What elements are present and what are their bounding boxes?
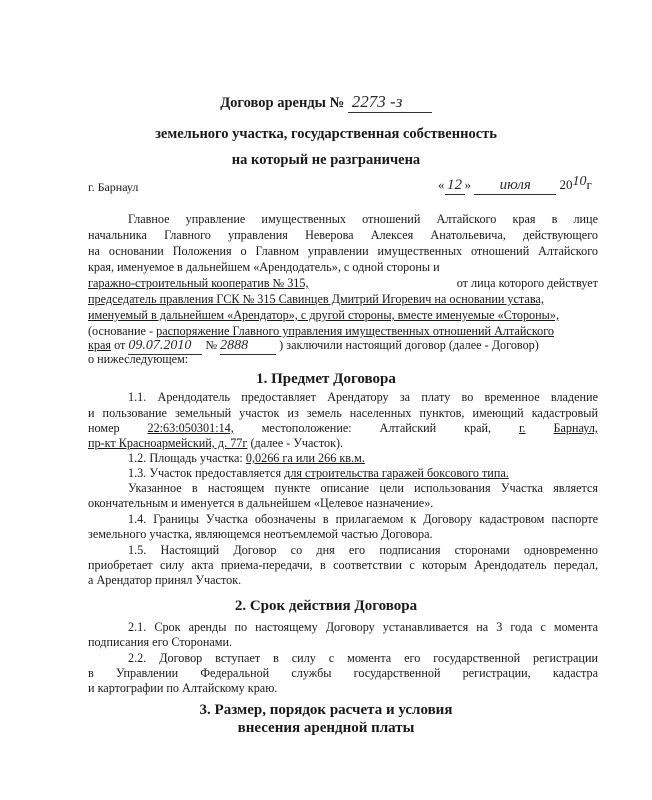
- location-city: Барнаул,: [553, 421, 598, 435]
- date-day: 12: [445, 177, 465, 195]
- clause-1-4-line-1: 1.4. Границы Участка обозначены в прилагаемом к Договору кадастровом паспорте: [128, 512, 598, 526]
- clause-1-1-line-3: [88, 421, 598, 436]
- basis-from: от: [114, 338, 126, 352]
- basis-order-end: края: [88, 338, 112, 352]
- clause-1-5-line-1: 1.5. Настоящий Договор со дня его подписания сторонами одновременно: [128, 543, 598, 557]
- plot-address-tail: (далее - Участок).: [250, 436, 344, 450]
- document-subtitle-1: земельного участка, государственная собственность: [155, 126, 497, 142]
- preamble-line-2: начальника Главного управления Неверова Алексея Анатольевича, действующего: [88, 228, 598, 242]
- section-3-heading-line-1: 3. Размер, порядок расчета и условия: [199, 702, 453, 718]
- document-subtitle-2: на который не разграничена: [231, 152, 421, 168]
- clause-1-4-line-2: земельного участка, являющемся неотъемлемой частью Договора.: [88, 527, 433, 541]
- cadastral-label: номер: [88, 421, 120, 435]
- contract-number-handwritten: 2273 -з: [348, 92, 432, 113]
- city: г. Барнаул: [88, 180, 139, 194]
- date-year-prefix: 20: [559, 177, 573, 192]
- preamble-line-7: именуемый в дальнейшем «Арендатор», с другой стороны, вместе именуемые «Стороны»,: [88, 308, 559, 322]
- location-region-type: край,: [464, 421, 492, 435]
- date-year-suffix: 10: [572, 174, 587, 189]
- clause-1-3-note-line-1: Указанное в настоящем пункте описание цели использования Участка является: [128, 481, 598, 495]
- clause-1-3-note-line-2: окончательным и именуется в дальнейшем «Целевое назначение».: [88, 496, 434, 510]
- order-number-sign: №: [205, 338, 218, 352]
- preamble-line-3: на основании Положения о Главном управлении имущественных отношений Алтайского: [88, 244, 598, 258]
- area-value: 0,0266 га или 266 кв.м.: [245, 451, 365, 465]
- clause-2-1-line-1: 2.1. Срок аренды по настоящему Договору устанавливается на 3 года с момента: [128, 620, 598, 634]
- preamble-line-5: [88, 276, 598, 291]
- area-label: 1.2. Площадь участка:: [128, 451, 243, 465]
- date-open-quote: «: [438, 177, 445, 192]
- clause-2-2-line-1: 2.2. Договор вступает в силу с момента его государственной регистрации: [128, 651, 598, 665]
- clause-1-2: [128, 451, 365, 466]
- section-3-heading-line-2: внесения арендной платы: [237, 720, 415, 736]
- tenant-name: гаражно-строительный кооператив № 315,: [88, 276, 309, 290]
- cadastral-number: 22:63:050301:14,: [147, 421, 234, 435]
- clause-1-5-line-2: приобретает силу акта приема-передачи, в соответствии с которым Арендодатель передал,: [88, 558, 598, 572]
- basis-order: распоряжение Главного управления имущественных отношений Алтайского: [156, 324, 555, 338]
- preamble-line-8: [88, 324, 554, 339]
- order-date-handwritten: 09.07.2010: [128, 338, 202, 355]
- clause-1-1-line-2: и пользование земельный участок из земель населенных пунктов, имеющий кадастровый: [88, 406, 598, 420]
- date-close-quote: »: [464, 177, 471, 192]
- location-city-prefix: г.: [518, 421, 526, 435]
- clause-1-5-line-3: а Арендатор принял Участок.: [88, 573, 242, 587]
- preamble-line-4: края, именуемое в дальнейшем «Арендодатель», с одной стороны и: [88, 260, 440, 274]
- preamble-line-1: Главное управление имущественных отношений Алтайского края в лице: [128, 212, 598, 226]
- basis-prefix: (основание -: [88, 324, 154, 338]
- title-prefix: Договор аренды №: [220, 95, 345, 111]
- section-1-heading: 1. Предмет Договора: [256, 371, 396, 387]
- purpose-label: 1.3. Участок предоставляется: [128, 466, 282, 480]
- preamble-line-9-tail: ) заключили настоящий договор (далее - Договор): [279, 338, 539, 352]
- purpose-value: для строительства гаражей боксового типа.: [284, 466, 509, 480]
- clause-2-1-line-2: подписания его Сторонами.: [88, 635, 233, 649]
- clause-1-3: [128, 466, 509, 481]
- plot-address: пр-кт Красноармейский, д. 77г: [88, 436, 248, 450]
- clause-2-2-line-3: и картографии по Алтайскому краю.: [88, 681, 278, 695]
- preamble-line-10: о нижеследующем:: [88, 352, 189, 366]
- preamble-line-6: председатель правления ГСК № 315 Савинцев Дмитрий Игоревич на основании устава,: [88, 292, 544, 306]
- location-label: местоположение:: [261, 421, 352, 435]
- document-title: [0, 92, 652, 113]
- order-number-handwritten: 2888: [220, 338, 276, 355]
- contract-date: [438, 174, 592, 195]
- clause-2-2-line-2: в Управлении Федеральной службы государственной регистрации, кадастра: [88, 666, 598, 680]
- section-2-heading: 2. Срок действия Договора: [234, 598, 418, 614]
- clause-1-1-line-4: [88, 436, 343, 451]
- preamble-line-5-tail: от лица которого действует: [456, 276, 598, 290]
- clause-1-1-line-1: 1.1. Арендодатель предоставляет Арендатору за плату во временное владение: [128, 390, 598, 404]
- date-month: июля: [474, 177, 556, 195]
- date-year-letter: г: [586, 177, 592, 192]
- location-region: Алтайский: [379, 421, 437, 435]
